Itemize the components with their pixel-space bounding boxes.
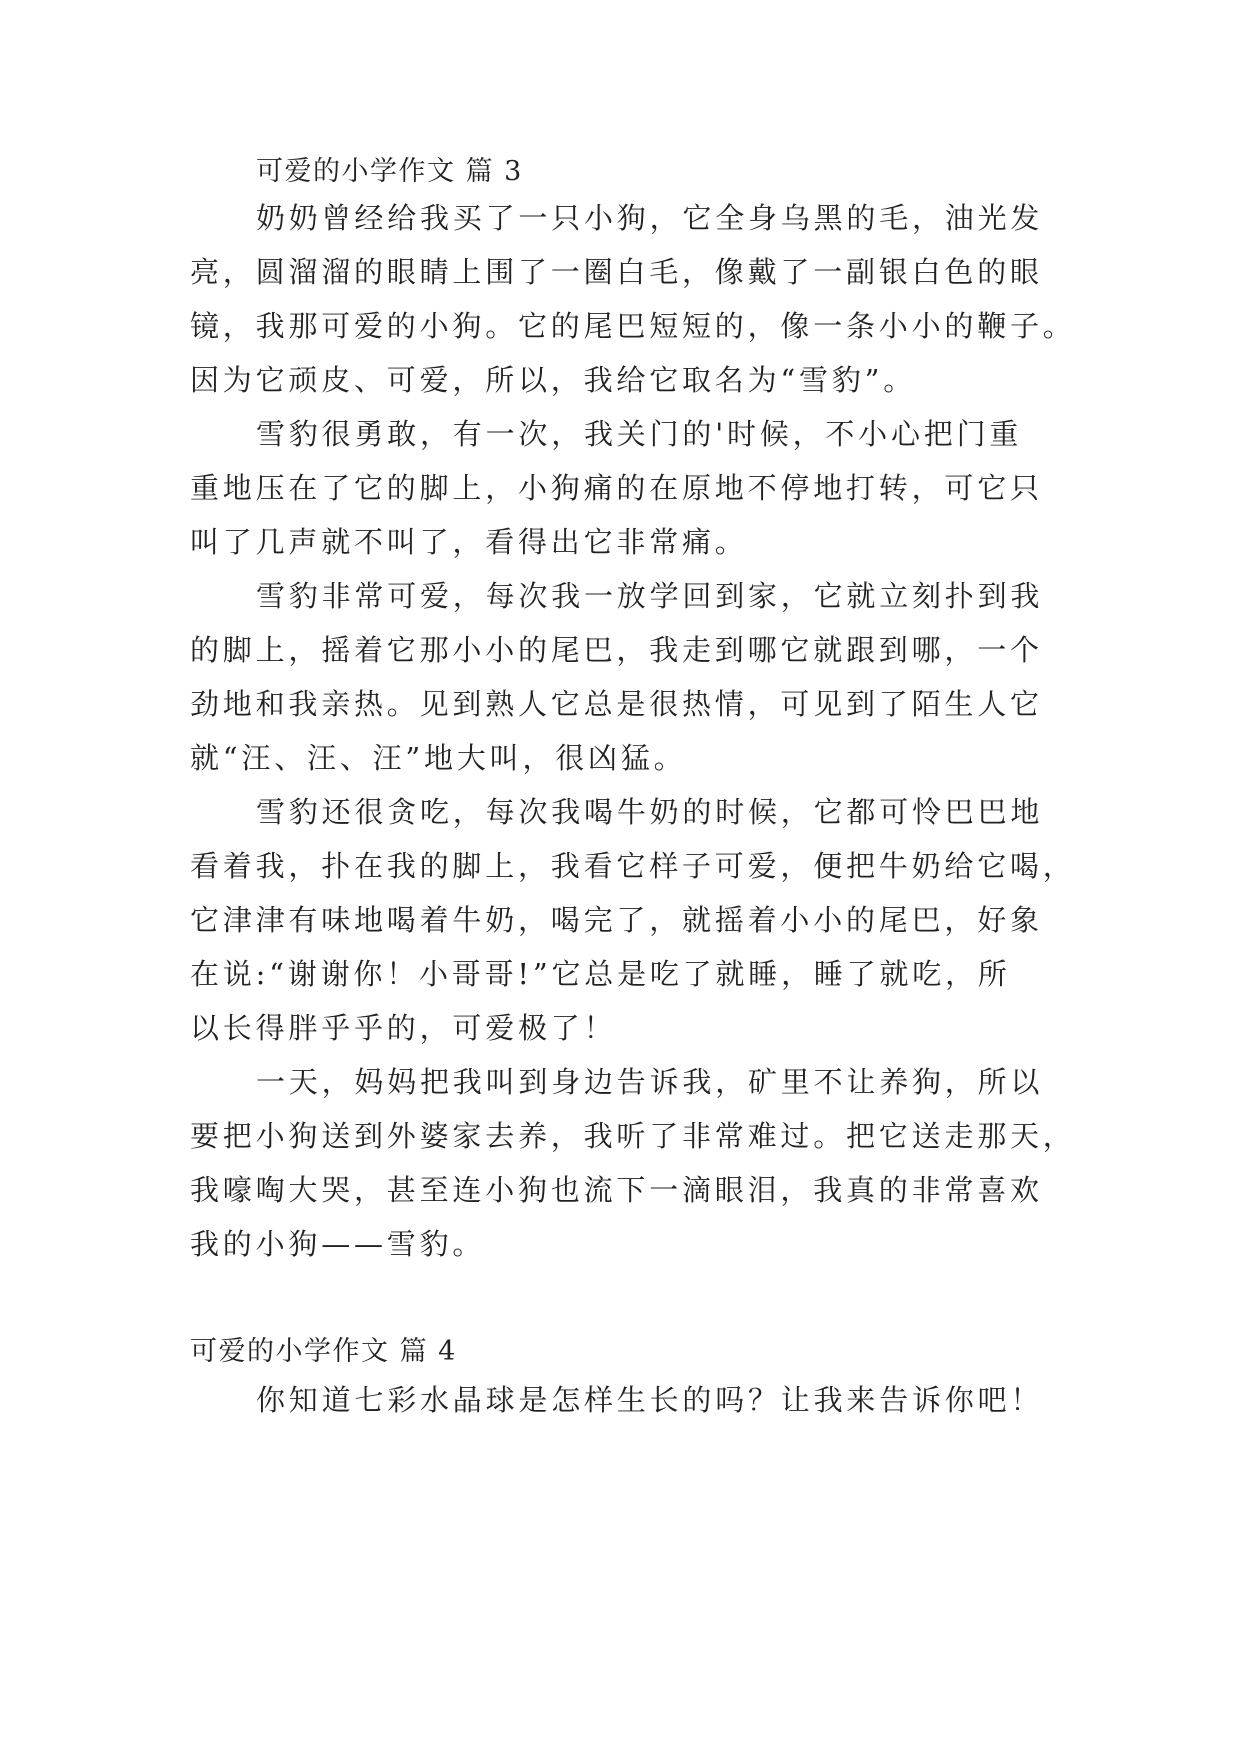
paragraph-line: 在说:“谢谢你！小哥哥!”它总是吃了就睡，睡了就吃，所 <box>190 957 1011 991</box>
paragraph-line: 我嚎啕大哭，甚至连小狗也流下一滴眼泪，我真的非常喜欢 <box>190 1173 1043 1207</box>
section-4-heading: 可爱的小学作文 篇 4 <box>190 1336 457 1367</box>
paragraph-line: 我的小狗——雪豹。 <box>190 1227 486 1261</box>
paragraph-line: 叫了几声就不叫了，看得出它非常痛。 <box>190 525 748 559</box>
paragraph-line: 镜，我那可爱的小狗。它的尾巴短短的，像一条小小的鞭子。 <box>190 309 1076 343</box>
paragraph-line: 雪豹非常可爱，每次我一放学回到家，它就立刻扑到我 <box>256 579 1044 613</box>
paragraph-line: 以长得胖乎乎的，可爱极了！ <box>190 1011 617 1045</box>
paragraph-line: 雪豹很勇敢，有一次，我关门的'时候，不小心把门重 <box>256 417 1023 451</box>
paragraph-line: 就“汪、汪、汪”地大叫，很凶猛。 <box>190 741 687 775</box>
paragraph-line: 劲地和我亲热。见到熟人它总是很热情，可见到了陌生人它 <box>190 687 1043 721</box>
paragraph-line: 亮，圆溜溜的眼睛上围了一圈白毛，像戴了一副银白色的眼 <box>190 255 1043 289</box>
paragraph-line: 你知道七彩水晶球是怎样生长的吗？让我来告诉你吧！ <box>256 1383 1044 1417</box>
paragraph-line: 因为它顽皮、可爱，所以，我给它取名为“雪豹”。 <box>190 363 917 397</box>
paragraph-line: 的脚上，摇着它那小小的尾巴，我走到哪它就跟到哪，一个 <box>190 633 1043 667</box>
paragraph-line: 一天，妈妈把我叫到身边告诉我，矿里不让养狗，所以 <box>256 1065 1044 1099</box>
paragraph-line: 雪豹还很贪吃，每次我喝牛奶的时候，它都可怜巴巴地 <box>256 795 1044 829</box>
paragraph-line: 奶奶曾经给我买了一只小狗，它全身乌黑的毛，油光发 <box>256 201 1044 235</box>
section-3-heading: 可爱的小学作文 篇 3 <box>256 156 523 187</box>
paragraph-line: 重地压在了它的脚上，小狗痛的在原地不停地打转，可它只 <box>190 471 1043 505</box>
paragraph-line: 要把小狗送到外婆家去养，我听了非常难过。把它送走那天， <box>190 1119 1076 1153</box>
paragraph-line: 看着我，扑在我的脚上，我看它样子可爱，便把牛奶给它喝， <box>190 849 1076 883</box>
paragraph-line: 它津津有味地喝着牛奶，喝完了，就摇着小小的尾巴，好象 <box>190 903 1043 937</box>
